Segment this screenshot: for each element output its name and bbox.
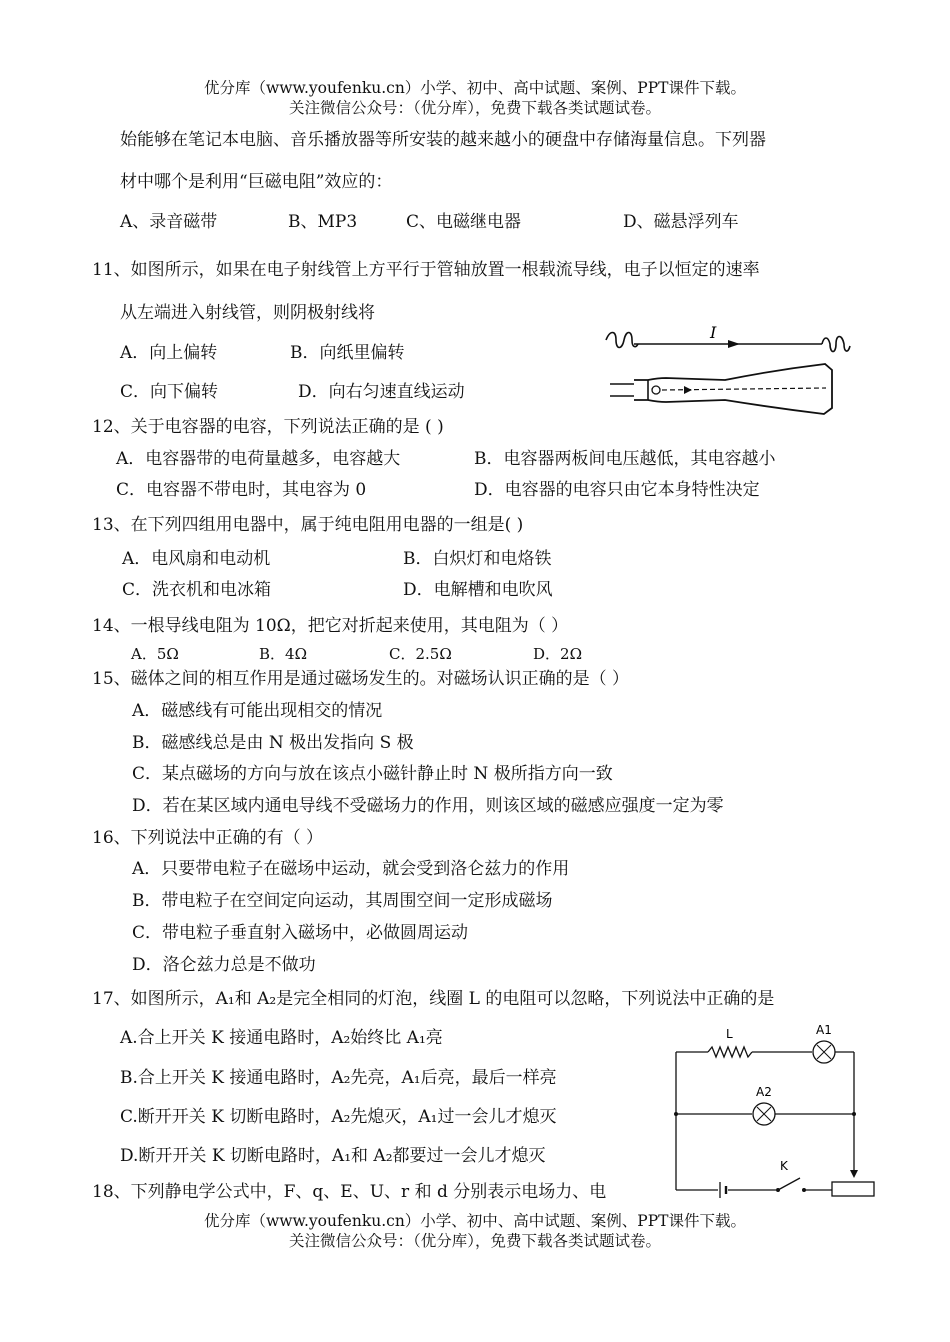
q15-option-a: A．磁感线有可能出现相交的情况 — [132, 701, 383, 721]
coil-icon — [708, 1047, 752, 1057]
cathode-source-icon — [652, 386, 660, 394]
footer-line-1: 优分库（www.youfenku.cn）小学、初中、高中试题、案例、PPT课件下载。 — [203, 1212, 747, 1230]
q12-option-a: A．电容器带的电荷量越多，电容越大 — [116, 449, 401, 469]
q16-option-a: A．只要带电粒子在磁场中运动，就会受到洛仑兹力的作用 — [132, 859, 570, 879]
q14-text: 14、一根导线电阻为 10Ω，把它对折起来使用，其电阻为（ ） — [92, 616, 569, 636]
q17-option-c: C.断开开关 K 切断电路时，A₂先熄灭，A₁过一会儿才熄灭 — [120, 1107, 557, 1127]
q14-option-d: D．2Ω — [533, 645, 583, 663]
q12-option-b: B．电容器两板间电压越低，其电容越小 — [474, 449, 776, 469]
q16-option-d: D．洛仑兹力总是不做功 — [132, 955, 316, 975]
q11-option-a: A．向上偏转 — [120, 343, 218, 363]
lamp-a1-label: A1 — [816, 1023, 832, 1037]
q14-option-c: C．2.5Ω — [389, 645, 452, 663]
current-arrow-icon — [728, 340, 740, 348]
q10-text-line-1: 始能够在笔记本电脑、音乐播放器等所安装的越来越小的硬盘中存储海量信息。下列器 — [120, 130, 766, 150]
q15-option-b: B．磁感线总是由 N 极出发指向 S 极 — [132, 733, 414, 753]
rheostat-icon — [832, 1182, 874, 1196]
q13-option-c: C．洗衣机和电冰箱 — [122, 580, 272, 600]
q10-text-line-2: 材中哪个是利用“巨磁电阻”效应的： — [120, 172, 393, 192]
q17-text: 17、如图所示，A₁和 A₂是完全相同的灯泡，线圈 L 的电阻可以忽略，下列说法中正确的是 — [92, 989, 775, 1009]
header-line-2: 关注微信公众号：（优分库），免费下载各类试题试卷。 — [288, 99, 661, 117]
q13-option-b: B．白炽灯和电烙铁 — [403, 549, 552, 569]
q12-option-d: D．电容器的电容只由它本身特性决定 — [474, 480, 760, 500]
beam-arrow-icon — [684, 386, 692, 394]
q11-text-line-2: 从左端进入射线管，则阴极射线将 — [120, 303, 375, 323]
q18-text: 18、下列静电学公式中，F、q、E、U、r 和 d 分别表示电场力、电 — [92, 1182, 607, 1202]
q11-option-b: B．向纸里偏转 — [290, 343, 405, 363]
tube-outline — [634, 364, 832, 414]
q13-text: 13、在下列四组用电器中，属于纯电阻用电器的一组是( ) — [92, 515, 524, 535]
switch-k-label: K — [780, 1159, 788, 1173]
cathode-ray-tube-figure — [600, 318, 850, 418]
q10-option-d: D、磁悬浮列车 — [623, 212, 739, 232]
q14-option-a: A．5Ω — [131, 645, 179, 663]
q16-option-b: B．带电粒子在空间定向运动，其周围空间一定形成磁场 — [132, 891, 553, 911]
q10-option-a: A、录音磁带 — [120, 212, 218, 232]
q15-text: 15、磁体之间的相互作用是通过磁场发生的。对磁场认识正确的是（ ） — [92, 669, 630, 689]
q11-option-d: D．向右匀速直线运动 — [298, 382, 465, 402]
q12-text: 12、关于电容器的电容，下列说法正确的是 ( ) — [92, 417, 444, 437]
q17-option-d: D.断开开关 K 切断电路时，A₁和 A₂都要过一会儿才熄灭 — [120, 1146, 546, 1166]
q10-option-b: B、MP3 — [288, 212, 358, 232]
circuit-figure — [668, 1020, 883, 1205]
q16-text: 16、下列说法中正确的有（ ） — [92, 828, 324, 848]
q13-option-d: D．电解槽和电吹风 — [403, 580, 553, 600]
q13-option-a: A．电风扇和电动机 — [122, 549, 271, 569]
footer-line-2: 关注微信公众号：（优分库），免费下载各类试题试卷。 — [288, 1232, 661, 1250]
q16-option-c: C．带电粒子垂直射入磁场中，必做圆周运动 — [132, 923, 469, 943]
q17-option-a: A.合上开关 K 接通电路时，A₂始终比 A₁亮 — [120, 1028, 443, 1048]
q12-option-c: C．电容器不带电时，其电容为 0 — [116, 480, 367, 500]
switch-k-icon — [778, 1178, 800, 1190]
wire-coil-right-icon — [822, 337, 850, 352]
cathode-electrode-icon — [610, 384, 634, 396]
coil-label: L — [726, 1027, 733, 1041]
q11-text-line-1: 11、如图所示，如果在电子射线管上方平行于管轴放置一根载流导线，电子以恒定的速率 — [92, 260, 760, 280]
q11-option-c: C．向下偏转 — [120, 382, 219, 402]
q17-option-b: B.合上开关 K 接通电路时，A₂先亮，A₁后亮，最后一样亮 — [120, 1068, 557, 1088]
q15-option-d: D．若在某区域内通电导线不受磁场力的作用，则该区域的磁感应强度一定为零 — [132, 796, 724, 816]
header-line-1: 优分库（www.youfenku.cn）小学、初中、高中试题、案例、PPT课件下载。 — [203, 79, 747, 97]
wire-coil-left-icon — [606, 333, 638, 348]
q10-option-c: C、电磁继电器 — [406, 212, 522, 232]
lamp-a2-label: A2 — [756, 1085, 772, 1099]
q14-option-b: B．4Ω — [259, 645, 308, 663]
current-label: I — [710, 323, 717, 342]
q15-option-c: C．某点磁场的方向与放在该点小磁针静止时 N 极所指方向一致 — [132, 764, 613, 784]
